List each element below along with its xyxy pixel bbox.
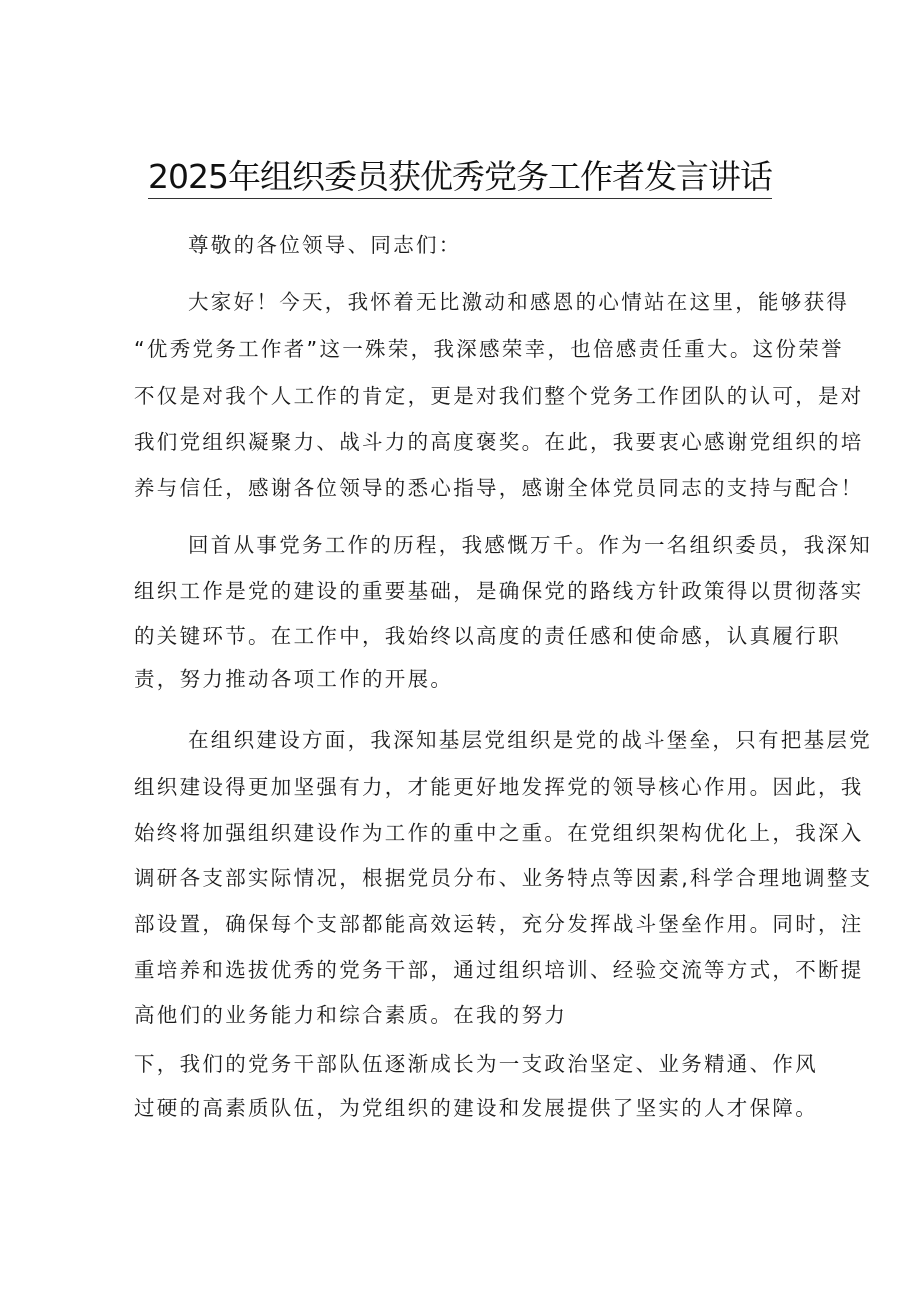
paragraph-2-line-2: 组织工作是党的建设的重要基础，是确保党的路线方针政策得以贯彻落实 xyxy=(134,579,864,603)
paragraph-3-line-8: 下，我们的党务干部队伍逐渐成长为一支政治坚定、业务精通、作风 xyxy=(134,1052,818,1076)
paragraph-3-line-7: 高他们的业务能力和综合素质。在我的努力 xyxy=(134,1003,568,1027)
paragraph-3-line-1: 在组织建设方面，我深知基层党组织是党的战斗堡垒，只有把基层党 xyxy=(188,728,872,752)
paragraph-2-line-1: 回首从事党务工作的历程，我感慨万千。作为一名组织委员，我深知 xyxy=(188,533,872,557)
paragraph-3-line-5: 部设置，确保每个支部都能高效运转，充分发挥战斗堡垒作用。同时，注 xyxy=(134,912,864,936)
paragraph-3-line-3: 始终将加强组织建设作为工作的重中之重。在党组织架构优化上，我深入 xyxy=(134,821,864,845)
paragraph-1-line-2: “优秀党务工作者”这一殊荣，我深感荣幸，也倍感责任重大。这份荣誉 xyxy=(134,337,844,361)
paragraph-1-line-3: 不仅是对我个人工作的肯定，更是对我们整个党务工作团队的认可，是对 xyxy=(134,384,864,408)
salutation: 尊敬的各位领导、同志们： xyxy=(188,233,462,257)
paragraph-2-line-3: 的关键环节。在工作中，我始终以高度的责任感和使命感，认真履行职 xyxy=(134,624,841,648)
paragraph-3-line-4: 调研各支部实际情况，根据党员分布、业务特点等因素,科学合理地调整支 xyxy=(134,866,873,890)
paragraph-1-line-1: 大家好！今天，我怀着无比激动和感恩的心情站在这里，能够获得 xyxy=(188,290,850,314)
paragraph-2-line-4: 责，努力推动各项工作的开展。 xyxy=(134,667,454,691)
paragraph-1-line-5: 养与信任，感谢各位领导的悉心指导，感谢全体党员同志的支持与配合！ xyxy=(134,476,864,500)
document-title: 2025年组织委员获优秀党务工作者发言讲话 xyxy=(148,157,772,199)
paragraph-3-line-9: 过硬的高素质队伍，为党组织的建设和发展提供了坚实的人才保障。 xyxy=(134,1096,818,1120)
document-title-wrapper xyxy=(0,152,920,202)
paragraph-1-line-4: 我们党组织凝聚力、战斗力的高度褒奖。在此，我要衷心感谢党组织的培 xyxy=(134,430,864,454)
paragraph-3-line-2: 组织建设得更加坚强有力，才能更好地发挥党的领导核心作用。因此，我 xyxy=(134,775,864,799)
paragraph-3-line-6: 重培养和选拔优秀的党务干部，通过组织培训、经验交流等方式，不断提 xyxy=(134,958,864,982)
